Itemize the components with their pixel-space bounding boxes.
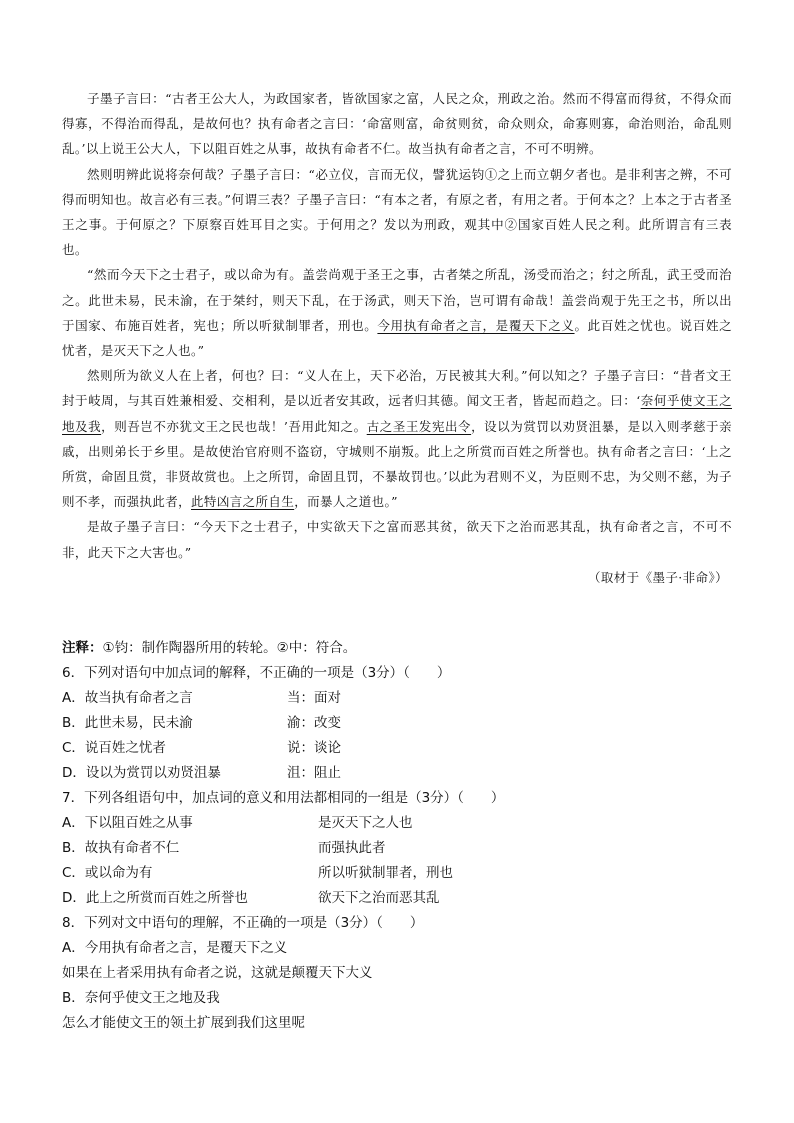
passage-text: ，设以为赏罚以劝贤沮暴，是以入则孝慈于亲戚，出则弟长于乡里。是故使治官府则不盗窃，守城则不崩叛。此上之所赏而百姓之所誉也。执有命者之言曰：‘上之所赏，命固且赏，非贤故赏也。上之所罚，命固且罚，不暴故罚也。’以此为君则不义，为臣则不忠，为父则不慈，为子则不孝，而强执此者， [62, 418, 732, 510]
option-left: D．此上之所赏而百姓之所誉也 [62, 890, 248, 906]
note-text: ①钧：制作陶器所用的转轮。②中：符合。 [102, 640, 357, 656]
questions-section [62, 636, 742, 1036]
option-row [62, 686, 742, 711]
passage-paragraph-5 [62, 514, 732, 564]
source-citation: （取材于《墨子·非命》） [587, 569, 728, 585]
option-row [62, 836, 742, 861]
footnote-marker: ① [484, 166, 498, 182]
underlined-sentence: 奈何乎使文王之地及我 [62, 393, 732, 434]
underlined-sentence: 今用执有命者之言，是覆天下之义 [377, 317, 575, 333]
option-text: B．此世未易，民未渝 [62, 715, 193, 731]
question-6 [62, 661, 742, 786]
option-row [62, 886, 742, 911]
option-label: A．今用执有命者之言，是覆天下之义 [62, 940, 288, 956]
passage-text: 然则所为欲义人在上者，何也？曰：“义人在上，天下必治，万民被其大利。”何以知之？子墨子言曰：“昔者文王封于岐周，与其百姓兼相爱、交相利，是以近者安其政，远者归其德。闻文王者，皆起而趋之。曰：‘ [62, 368, 732, 409]
passage-text: 子墨子言曰：“古者王公大人，为政国家者，皆欲国家之富，人民之众，刑政之治。然而不得富而得贫，不得众而得寡，不得治而得乱，是故何也？执有命者之言曰：‘命富则富，命贫则贫，命众则众，命寡则寡，命治则治，命乱则乱。’以上说王公大人，下以阻百姓之从事，故执有命者不仁。故当执有命者之言，不可不明辨。 [62, 91, 732, 157]
passage-paragraph-3 [62, 262, 732, 363]
annotation-note [62, 636, 742, 661]
passage-text: 是故子墨子言曰：“今天下之士君子，中实欲天下之富而恶其贫，欲天下之治而恶其乱，执有命者之言，不可不非，此天下之大害也。” [62, 519, 732, 560]
option-row [62, 861, 742, 886]
underlined-sentence: 古之圣王发宪出令 [366, 418, 472, 434]
note-label: 注释： [62, 640, 103, 656]
option-translation: 如果在上者采用执有命者之说，这就是颠覆天下大义 [62, 965, 373, 981]
passage-text: ，而暴人之道也。” [294, 494, 398, 510]
option-text: C．说百姓之忧者 [62, 740, 166, 756]
option-left: C．或以命为有 [62, 865, 153, 881]
option-right: 而强执此者 [318, 840, 386, 856]
option-row [62, 711, 742, 736]
option-row [62, 761, 742, 786]
question-stem: 7．下列各组语句中，加点词的意义和用法都相同的一组是（3分）（ ） [62, 790, 505, 806]
passage-paragraph-1 [62, 86, 732, 162]
option-row [62, 811, 742, 836]
option-row [62, 736, 742, 761]
passage-paragraph-4 [62, 363, 732, 514]
classical-passage [62, 86, 732, 590]
passage-text: 之上而立朝夕者也。是非利害之辨，不可得而明知也。故言必有三表。”何谓三表？子墨子言曰：“有本之者，有原之者，有用之者。于何本之？上本之于古者圣王之事。于何原之？下原察百姓耳目之实。于何用之？发以为刑政，观其中 [62, 166, 733, 233]
option-gloss: 沮：阻止 [287, 765, 341, 781]
passage-text: ，则吾岂不亦犹文王之民也哉！’吾用此知之。 [101, 418, 367, 434]
question-8 [62, 911, 742, 1036]
option-label: B．奈何乎使文王之地及我 [62, 990, 220, 1006]
option-gloss: 渝：改变 [287, 715, 341, 731]
option-text: A．故当执有命者之言 [62, 690, 193, 706]
option-left: A．下以阻百姓之从事 [62, 815, 193, 831]
passage-paragraph-2 [62, 162, 732, 263]
passage-text: 然则明辨此说将奈何哉？子墨子言曰：“必立仪，言而无仪，譬犹运钧 [87, 166, 485, 182]
option-text: D．设以为赏罚以劝贤沮暴 [62, 765, 221, 781]
option-right: 欲天下之治而恶其乱 [318, 890, 440, 906]
option-left: B．故执有命者不仁 [62, 840, 180, 856]
passage-text: 国家百姓人民之利。此所谓言有三表也。 [62, 217, 733, 258]
passage-text: 。此百姓之忧也。说百姓之忧者，是灭天下之人也。” [62, 317, 732, 359]
option-gloss: 说：谈论 [287, 740, 341, 756]
passage-text: “然而今天下之士君子，或以命为有。盖尝尚观于圣王之事，古者桀之所乱，汤受而治之；纣之所乱，武王受而治之。此世未易，民未渝，在于桀纣，则天下乱，在于汤武，则天下治，岂可谓有命哉！盖尝尚观于先王之书，所以出于国家、布施百姓者，宪也；所以听狱制罪者，刑也。 [62, 267, 732, 333]
option-right: 所以听狱制罪者，刑也 [318, 865, 453, 881]
question-stem: 6．下列对语句中加点词的解释，不正确的一项是（3分）（ ） [62, 665, 451, 681]
footnote-marker: ② [504, 217, 518, 233]
option-translation: 怎么才能使文王的领土扩展到我们这里呢 [62, 1015, 305, 1031]
option-right: 是灭天下之人也 [318, 815, 413, 831]
question-stem: 8．下列对文中语句的理解，不正确的一项是（3分）（ ） [62, 915, 424, 931]
option-gloss: 当：面对 [287, 690, 341, 706]
underlined-sentence: 此特凶言之所自生 [191, 494, 295, 510]
question-7 [62, 786, 742, 911]
